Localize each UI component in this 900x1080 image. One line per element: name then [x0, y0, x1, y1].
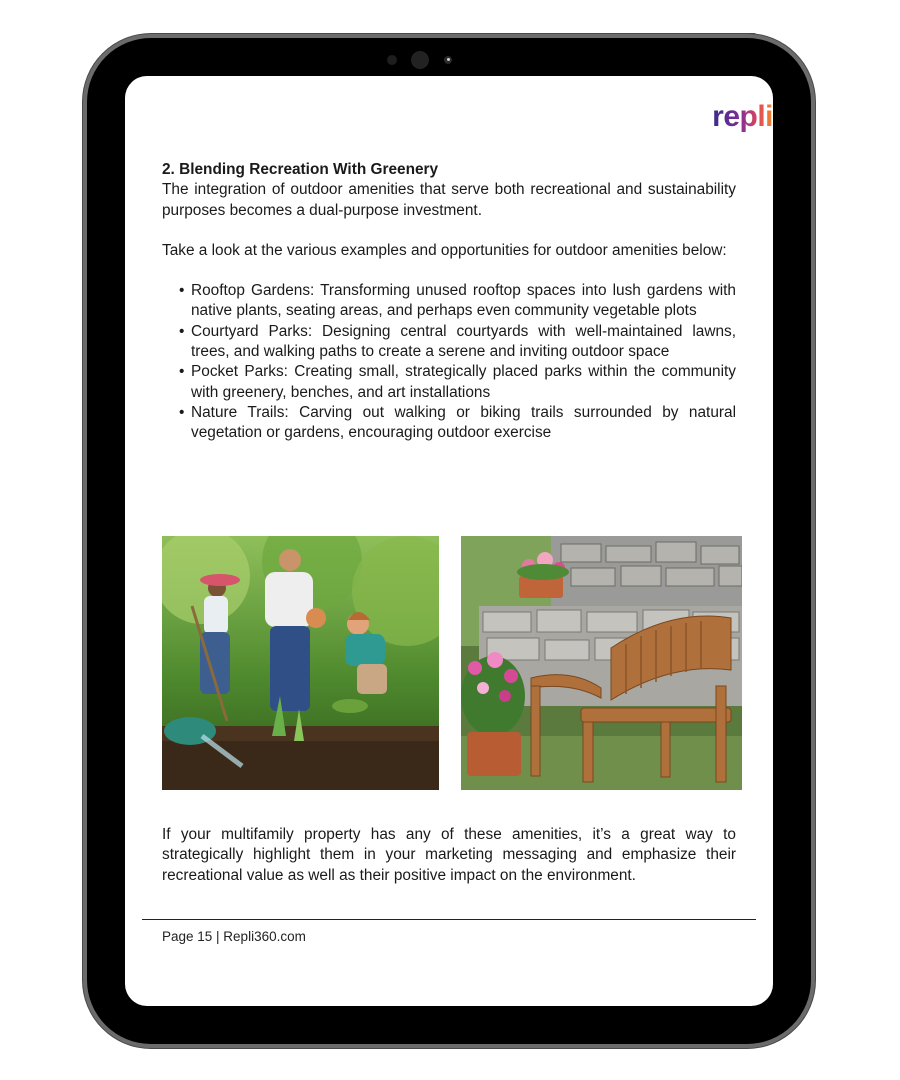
intro-paragraph: The integration of outdoor amenities that serve both recreational and sustainability purposes becomes a dual-purpose investment.: [162, 181, 736, 219]
list-item: • Courtyard Parks: Designing central courtyards with well-maintained lawns, trees, and walking paths to create a serene and inviting outdoor space: [191, 322, 736, 363]
list-item: • Pocket Parks: Creating small, strategically placed parks within the community with greenery, benches, and art installations: [191, 362, 736, 403]
camera-icon: [411, 51, 429, 69]
photo-row: [162, 536, 742, 790]
community-gardening-photo: [162, 536, 439, 790]
lead-paragraph: Take a look at the various examples and opportunities for outdoor amenities below:: [162, 241, 727, 259]
article-body: [162, 160, 736, 444]
garden-bench-photo: [461, 536, 742, 790]
amenities-list: [162, 281, 736, 443]
tablet-screen: [125, 76, 773, 1006]
flash-icon: [444, 56, 452, 64]
list-item: • Rooftop Gardens: Transforming unused rooftop spaces into lush gardens with native plants, seating areas, and perhaps even community vegetable plots: [191, 281, 736, 322]
sensor-icon: [387, 55, 397, 65]
list-item: • Nature Trails: Carving out walking or biking trails surrounded by natural vegetation or gardens, encouraging outdoor exercise: [191, 403, 736, 444]
footer-divider: [142, 919, 756, 920]
closing-paragraph: If your multifamily property has any of these amenities, it’s a great way to strategically highlight them in your marketing messaging and emphasize their recreational value as well as their positive impact on the environment.: [162, 826, 736, 884]
repli-logo: repli: [712, 100, 773, 133]
page-footer: Page 15 | Repli360.com: [162, 929, 306, 944]
section-heading: 2. Blending Recreation With Greenery: [162, 161, 439, 178]
